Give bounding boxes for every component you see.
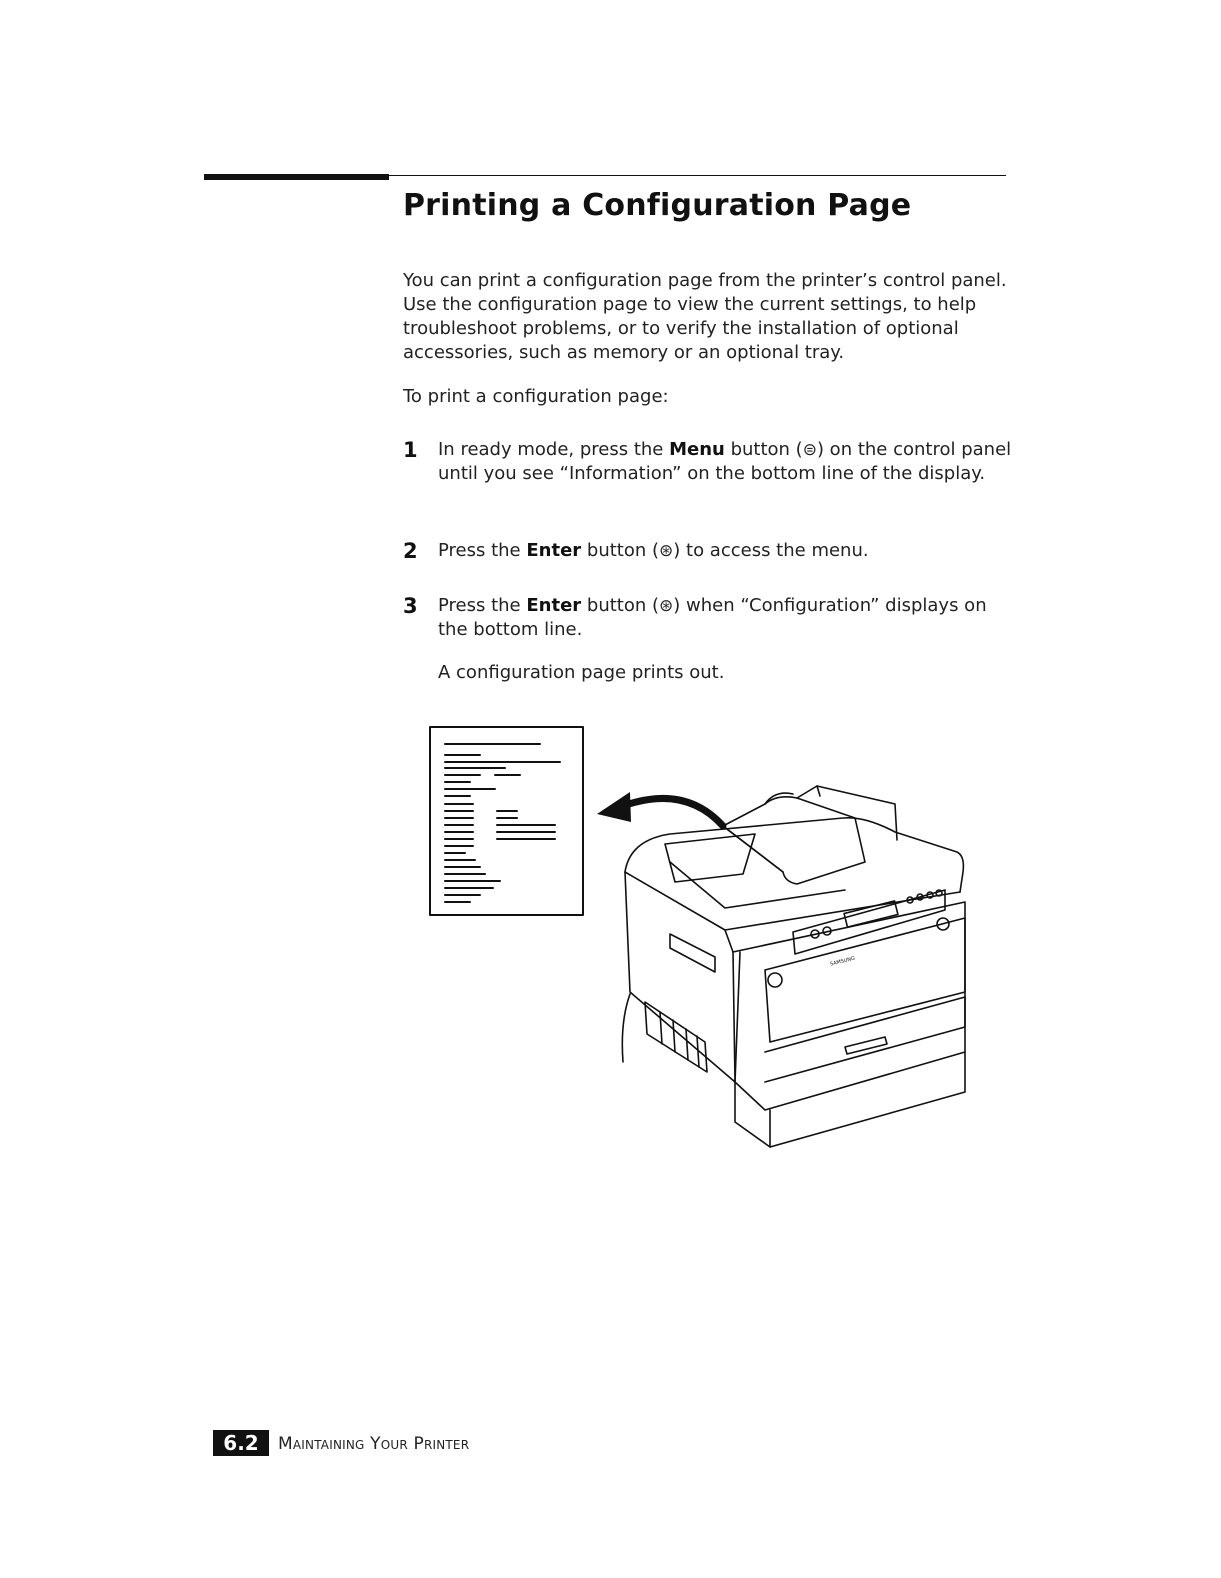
enter-icon: ⊛ (659, 541, 674, 561)
result-text: A configuration page prints out. (438, 662, 725, 683)
step-text: Press the Enter button (⊛) to access the menu. (438, 540, 869, 561)
step-text: Press the Enter button (⊛) when “Configuration” displays on the bottom line. (438, 595, 987, 640)
lead-paragraph: To print a configuration page: (403, 386, 669, 407)
enter-button-label: Enter (526, 595, 582, 616)
menu-button-label: Menu (669, 439, 725, 460)
printer-illustration (425, 722, 970, 1157)
menu-icon: ⊜ (802, 440, 817, 460)
header-rule-thick (204, 174, 389, 180)
enter-icon: ⊛ (659, 596, 674, 616)
page-number-badge: 6.2 (213, 1430, 269, 1456)
page-title: Printing a Configuration Page (403, 188, 912, 223)
output-arrow-icon (597, 792, 723, 826)
footer-section-title: Maintaining Your Printer (278, 1434, 470, 1454)
printer-brand-label: SAMSUNG (829, 955, 856, 968)
enter-button-label: Enter (526, 540, 582, 561)
intro-paragraph: You can print a configuration page from the printer’s control panel. Use the configuration page to view the current settings, to help troubleshoot problems, or to verify the installation of optional accessories, such as memory or an optional tray. (403, 270, 1007, 363)
step-number: 3 (403, 594, 418, 618)
step-number: 2 (403, 539, 418, 563)
step-number: 1 (403, 438, 418, 462)
printer-body (622, 786, 965, 1147)
header-rule-thin (389, 175, 1006, 176)
step-text: In ready mode, press the Menu button (⊜) on the control panel until you see “Information” on the bottom line of the display. (438, 439, 1012, 484)
configuration-page-icon (430, 727, 583, 915)
